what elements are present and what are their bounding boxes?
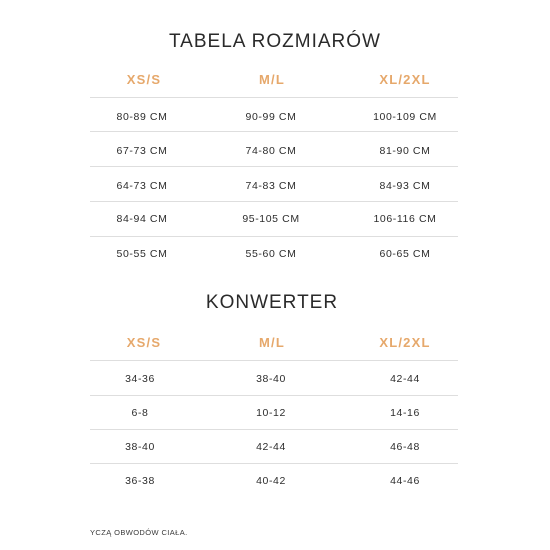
converter-header-xl-2xl: XL/2XL xyxy=(379,335,431,350)
table-divider xyxy=(90,463,458,464)
table-cell: 81-90 CM xyxy=(379,145,431,157)
table-cell: 84-93 CM xyxy=(379,180,431,192)
table-cell: 67-73 CM xyxy=(116,145,168,157)
table-cell: 64-73 CM xyxy=(116,180,168,192)
table-cell: 100-109 CM xyxy=(373,111,437,123)
table-divider xyxy=(90,360,458,361)
table-divider xyxy=(90,201,458,202)
footnote: YCZĄ OBWODÓW CIAŁA. xyxy=(90,528,188,537)
converter-table-title: KONWERTER xyxy=(205,292,339,313)
table-cell: 80-89 CM xyxy=(116,111,168,123)
table-cell: 36-38 xyxy=(125,475,155,487)
table-cell: 95-105 CM xyxy=(242,213,300,225)
size-table-header-m-l: M/L xyxy=(259,72,285,87)
table-cell: 38-40 xyxy=(256,373,286,385)
table-cell: 6-8 xyxy=(131,407,149,419)
table-cell: 44-46 xyxy=(390,475,420,487)
table-cell: 50-55 CM xyxy=(116,248,168,260)
table-cell: 40-42 xyxy=(256,475,286,487)
table-cell: 42-44 xyxy=(256,441,286,453)
converter-header-m-l: M/L xyxy=(259,335,285,350)
table-cell: 10-12 xyxy=(256,407,286,419)
table-cell: 42-44 xyxy=(390,373,420,385)
table-cell: 84-94 CM xyxy=(116,213,168,225)
size-table-title: TABELA ROZMIARÓW xyxy=(168,31,381,52)
table-divider xyxy=(90,97,458,98)
table-cell: 14-16 xyxy=(390,407,420,419)
table-cell: 106-116 CM xyxy=(373,213,437,225)
size-table-header-xl-2xl: XL/2XL xyxy=(379,72,431,87)
table-cell: 60-65 CM xyxy=(379,248,431,260)
table-divider xyxy=(90,131,458,132)
table-divider xyxy=(90,395,458,396)
table-cell: 55-60 CM xyxy=(245,248,297,260)
table-divider xyxy=(90,166,458,167)
converter-header-xs-s: XS/S xyxy=(126,335,162,350)
size-table-header-xs-s: XS/S xyxy=(126,72,162,87)
table-cell: 90-99 CM xyxy=(245,111,297,123)
table-cell: 38-40 xyxy=(125,441,155,453)
table-cell: 74-80 CM xyxy=(245,145,297,157)
table-divider xyxy=(90,429,458,430)
table-cell: 46-48 xyxy=(390,441,420,453)
table-cell: 74-83 CM xyxy=(245,180,297,192)
table-divider xyxy=(90,236,458,237)
table-cell: 34-36 xyxy=(125,373,155,385)
